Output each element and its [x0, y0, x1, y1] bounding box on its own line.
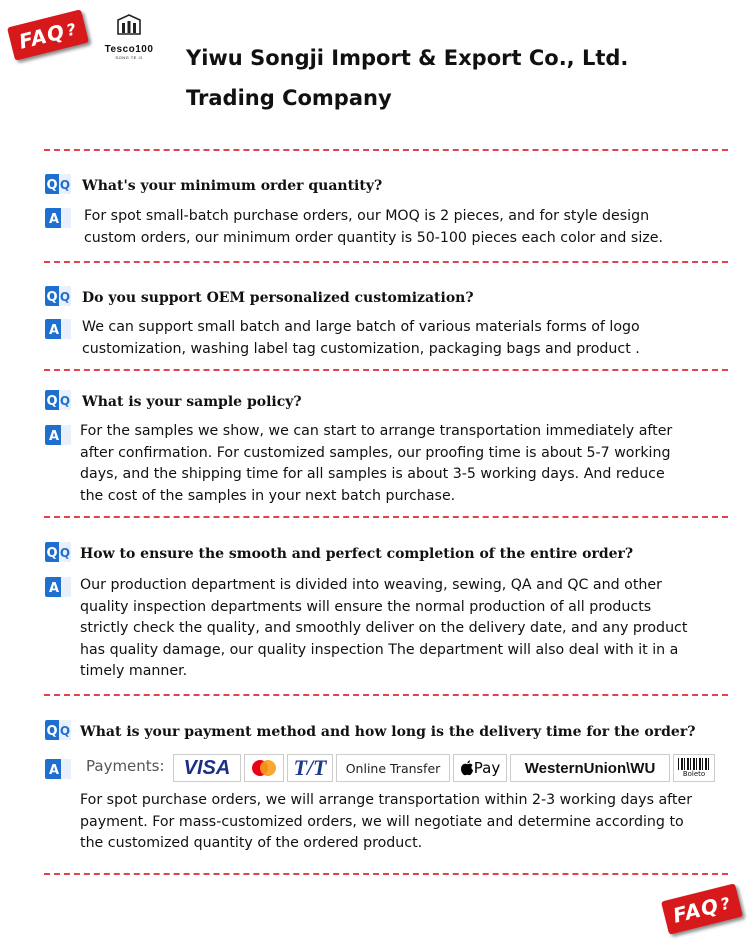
- svg-text:A: A: [48, 429, 60, 444]
- answer-line: customization, washing label tag customization, packaging bags and product .: [82, 340, 640, 357]
- answer-icon: [45, 319, 71, 339]
- faq-badge-bottom: [661, 883, 743, 934]
- faq-answer-1: [84, 206, 744, 249]
- faq-answer-5: [80, 790, 740, 855]
- faq-badge-bottom-mark: ?: [718, 892, 733, 914]
- answer-line: quality inspection departments will ensure the normal production of all products: [80, 598, 652, 615]
- faq-badge-top-mark: ?: [64, 18, 79, 40]
- answer-icon: [45, 759, 71, 779]
- svg-text:Q: Q: [59, 546, 71, 560]
- svg-text:Q: Q: [59, 290, 71, 304]
- answer-line: days, and the shipping time for all samples is about 3-5 working days. And reduce: [80, 466, 665, 482]
- boleto-logo: [673, 754, 715, 782]
- faq-answer-3: [80, 421, 740, 507]
- apple-pay-logo: [453, 754, 507, 782]
- faq-question-2: Do you support OEM personalized customization?: [82, 290, 474, 306]
- visa-logo: VISA: [173, 754, 241, 782]
- divider: [44, 516, 728, 518]
- svg-text:Q: Q: [46, 546, 58, 561]
- divider: [44, 873, 728, 875]
- faq-question-1: What's your minimum order quantity?: [82, 178, 383, 194]
- apple-pay-text: Pay: [473, 759, 501, 777]
- divider: [44, 149, 728, 151]
- svg-text:Q: Q: [46, 724, 58, 739]
- answer-icon: [45, 425, 71, 445]
- tt-logo: T/T: [287, 754, 333, 782]
- answer-line: the cost of the samples in your next batch purchase.: [80, 487, 456, 504]
- logo-name: Tesco100: [104, 44, 154, 55]
- faq-answer-4: [80, 575, 740, 683]
- answer-line: For the samples we show, we can start to arrange transportation immediately after: [80, 423, 673, 439]
- question-icon: [45, 286, 71, 306]
- answer-line: We can support small batch and large batch of various materials forms of logo: [82, 319, 640, 335]
- company-logo: [98, 14, 160, 60]
- svg-text:Q: Q: [59, 178, 71, 192]
- question-icon: [45, 542, 71, 562]
- barcode-icon: [678, 758, 710, 770]
- svg-text:Q: Q: [46, 178, 58, 193]
- question-icon: [45, 174, 71, 194]
- answer-line: custom orders, our minimum order quantity is 50-100 pieces each color and size.: [84, 229, 663, 246]
- logo-subtitle: SONG TE JI: [115, 55, 143, 60]
- answer-icon: [45, 208, 71, 228]
- answer-line: after confirmation. For customized samples, our proofing time is about 5-7 working: [80, 444, 671, 461]
- faq-badge-top: [7, 9, 89, 60]
- answer-line: has quality damage, our quality inspection The department will also deal with it in a: [80, 641, 679, 658]
- logo-icon: [117, 14, 141, 36]
- svg-text:A: A: [48, 212, 60, 227]
- divider: [44, 261, 728, 263]
- svg-text:Q: Q: [59, 394, 71, 408]
- svg-text:Q: Q: [46, 290, 58, 305]
- answer-icon: [45, 577, 71, 597]
- svg-text:Q: Q: [46, 394, 58, 409]
- answer-line: timely manner.: [80, 663, 188, 679]
- faq-answer-2: [82, 317, 742, 360]
- svg-text:A: A: [48, 323, 60, 338]
- divider: [44, 369, 728, 371]
- answer-line: the customized quantity of the ordered product.: [80, 835, 423, 851]
- western-union-logo: WesternUnion\WU: [510, 754, 670, 782]
- answer-line: strictly check the quality, and smoothly deliver on the delivery date, and any product: [80, 620, 688, 636]
- answer-line: For spot small-batch purchase orders, our MOQ is 2 pieces, and for style design: [84, 208, 650, 224]
- company-name: Yiwu Songji Import & Export Co., Ltd.: [186, 46, 629, 70]
- faq-question-5: What is your payment method and how long is the delivery time for the order?: [80, 724, 696, 740]
- payments-label: Payments:: [86, 757, 165, 775]
- boleto-text: Boleto: [682, 770, 706, 778]
- faq-badge-top-text: FAQ: [16, 19, 68, 54]
- answer-line: Our production department is divided into weaving, sewing, QA and QC and other: [80, 577, 662, 593]
- mastercard-circles-icon: [249, 758, 279, 778]
- mastercard-icon: [244, 754, 284, 782]
- divider: [44, 694, 728, 696]
- faq-question-3: What is your sample policy?: [82, 394, 302, 410]
- online-transfer-logo: Online Transfer: [336, 754, 450, 782]
- faq-badge-bottom-text: FAQ: [670, 893, 722, 928]
- apple-icon: [460, 760, 474, 776]
- svg-text:A: A: [48, 763, 60, 778]
- svg-text:A: A: [48, 581, 60, 596]
- company-type: Trading Company: [186, 86, 392, 110]
- question-icon: [45, 720, 71, 740]
- svg-text:Q: Q: [59, 724, 71, 738]
- question-icon: [45, 390, 71, 410]
- faq-question-4: How to ensure the smooth and perfect completion of the entire order?: [80, 546, 634, 562]
- answer-line: payment. For mass-customized orders, we will negotiate and determine according to: [80, 813, 684, 830]
- answer-line: For spot purchase orders, we will arrange transportation within 2-3 working days after: [80, 792, 693, 808]
